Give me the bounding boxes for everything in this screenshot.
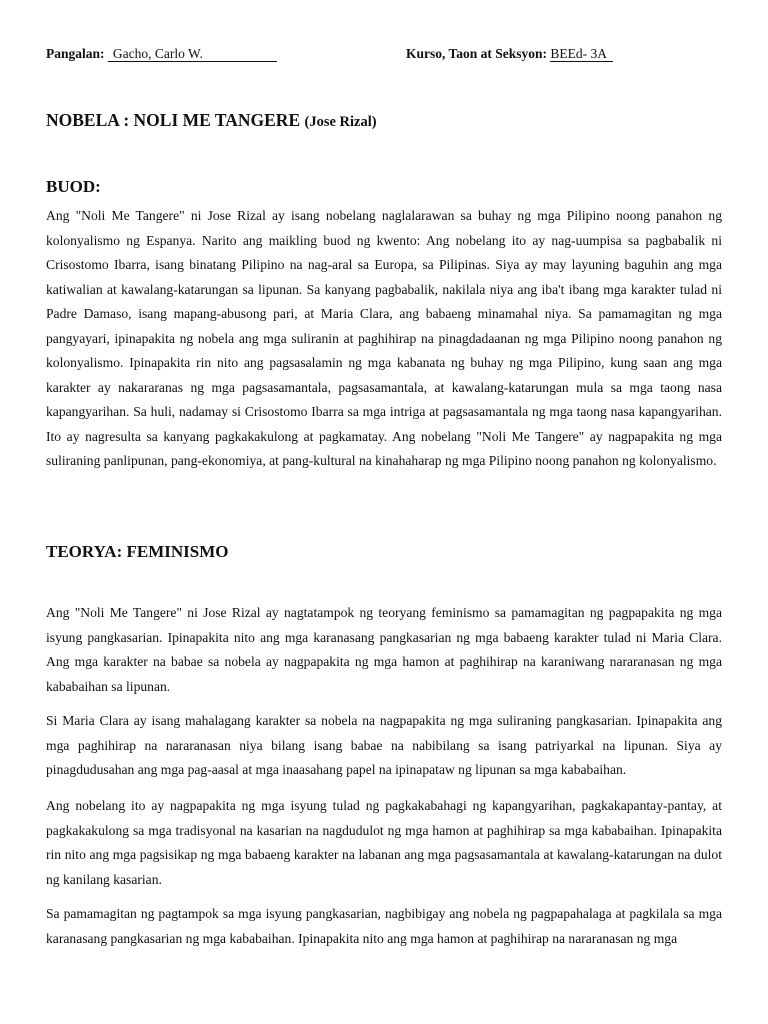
course-value: BEEd- 3A	[550, 46, 613, 62]
name-value: Gacho, Carlo W.	[108, 46, 277, 62]
paragraph-teorya-4: Sa pamamagitan ng pagtampok sa mga isyung pangkasarian, nagbibigay ang nobela ng pagpapahalaga at pagkilala sa mga karanasang pangkasarian ng mga kababaihan. Ipinapakita nito ang mga hamon at paghihirap na nararanasan ng mga	[46, 906, 722, 946]
paragraph-teorya-2: Si Maria Clara ay isang mahalagang karakter sa nobela na nagpapakita ng mga suliraning pangkasarian. Ipinapakita ang mga paghihirap na nararanasan niya bilang isang babae na nabibilang sa isang patriyarkal na lipunan. Siya ay pinagdudusahan ang mga pag-aasal at mga inaasahang papel na ipinapataw ng lipunan sa mga kababaihan.	[46, 713, 722, 777]
paragraph-buod: Ang "Noli Me Tangere" ni Jose Rizal ay isang nobelang naglalarawan sa buhay ng mga Pilipino noong panahon ng kolonyalismo ng Espanya. Narito ang maikling buod ng kwento: Ang nobelang ito ay nag-uumpisa sa pagbabalik ni Crisostomo Ibarra, isang binatang Pilipino na nag-aral sa Europa, sa Pilipinas. Siya ay may layuning baguhin ang mga katiwalian at kawalang-katarungan sa lipunan. Sa kanyang pagbabalik, nakilala niya ang iba't ibang mga karakter tulad ni Padre Damaso, isang mapang-abusong pari, at Maria Clara, ang babaeng minamahal niya. Sa pamamagitan ng mga pangyayari, ipinapakita ng nobela ang mga suliranin at paghihirap na pinagdadaanan ng mga Pilipino noong panahon ng kolonyalismo. Ipinapakita rin nito ang pagsasalamin ng mga kabanata ng buhay ng mga Pilipino, kung saan ang mga karakter ay nakararanas ng mga pagsasamantala, pagsasamantala, at kawalang-katarungan mula sa mga taong nasa kapangyarihan. Sa huli, nadamay si Crisostomo Ibarra sa mga intriga at pagsasamantala ng mga taong nasa kapangyarihan. Ito ay nagresulta sa kanyang pagkakakulong at pagkamatay. Ang nobelang "Noli Me Tangere" ay nagpapakita ng mga suliraning panlipunan, pang-ekonomiya, at pang-kultural na kinahaharap ng mga Pilipino noong panahon ng kolonyalismo.	[46, 208, 722, 468]
name-field	[46, 45, 277, 63]
paragraph-teorya-1: Ang "Noli Me Tangere" ni Jose Rizal ay nagtatampok ng teoryang feminismo sa pamamagitan ng pagpapakita ng mga isyung pangkasarian. Ipinapakita nito ang mga karanasang pangkasarian ng mga babaeng karakter tulad ni Maria Clara. Ang mga karakter na babae sa nobela ay nagpapakita ng mga hamon at paghihirap na karaniwang nararanasan ng mga kababaihan sa lipunan.	[46, 605, 722, 694]
course-field	[406, 45, 613, 63]
title-author: (Jose Rizal)	[304, 114, 377, 130]
paragraph-teorya-3: Ang nobelang ito ay nagpapakita ng mga isyung tulad ng pagkakabahagi ng kapangyarihan, pagkakapantay-pantay, at pagkakakulong sa mga tradisyonal na kasarian na nagdudulot ng mga hamon at paghihirap sa mga kababaihan. Ipinapakita rin nito ang mga pagsisikap ng mga babaeng karakter na labanan ang mga pagsasamantala at kawalang-katarungan na dulot ng kanilang kasarian.	[46, 798, 722, 887]
section-heading-teorya: TEORYA: FEMINISMO	[46, 542, 229, 561]
section-heading-buod: BUOD:	[46, 177, 101, 196]
title-main: NOBELA : NOLI ME TANGERE	[46, 110, 301, 130]
course-label: Kurso, Taon at Seksyon:	[406, 46, 548, 61]
document-title	[46, 110, 377, 131]
name-label: Pangalan:	[46, 46, 105, 61]
